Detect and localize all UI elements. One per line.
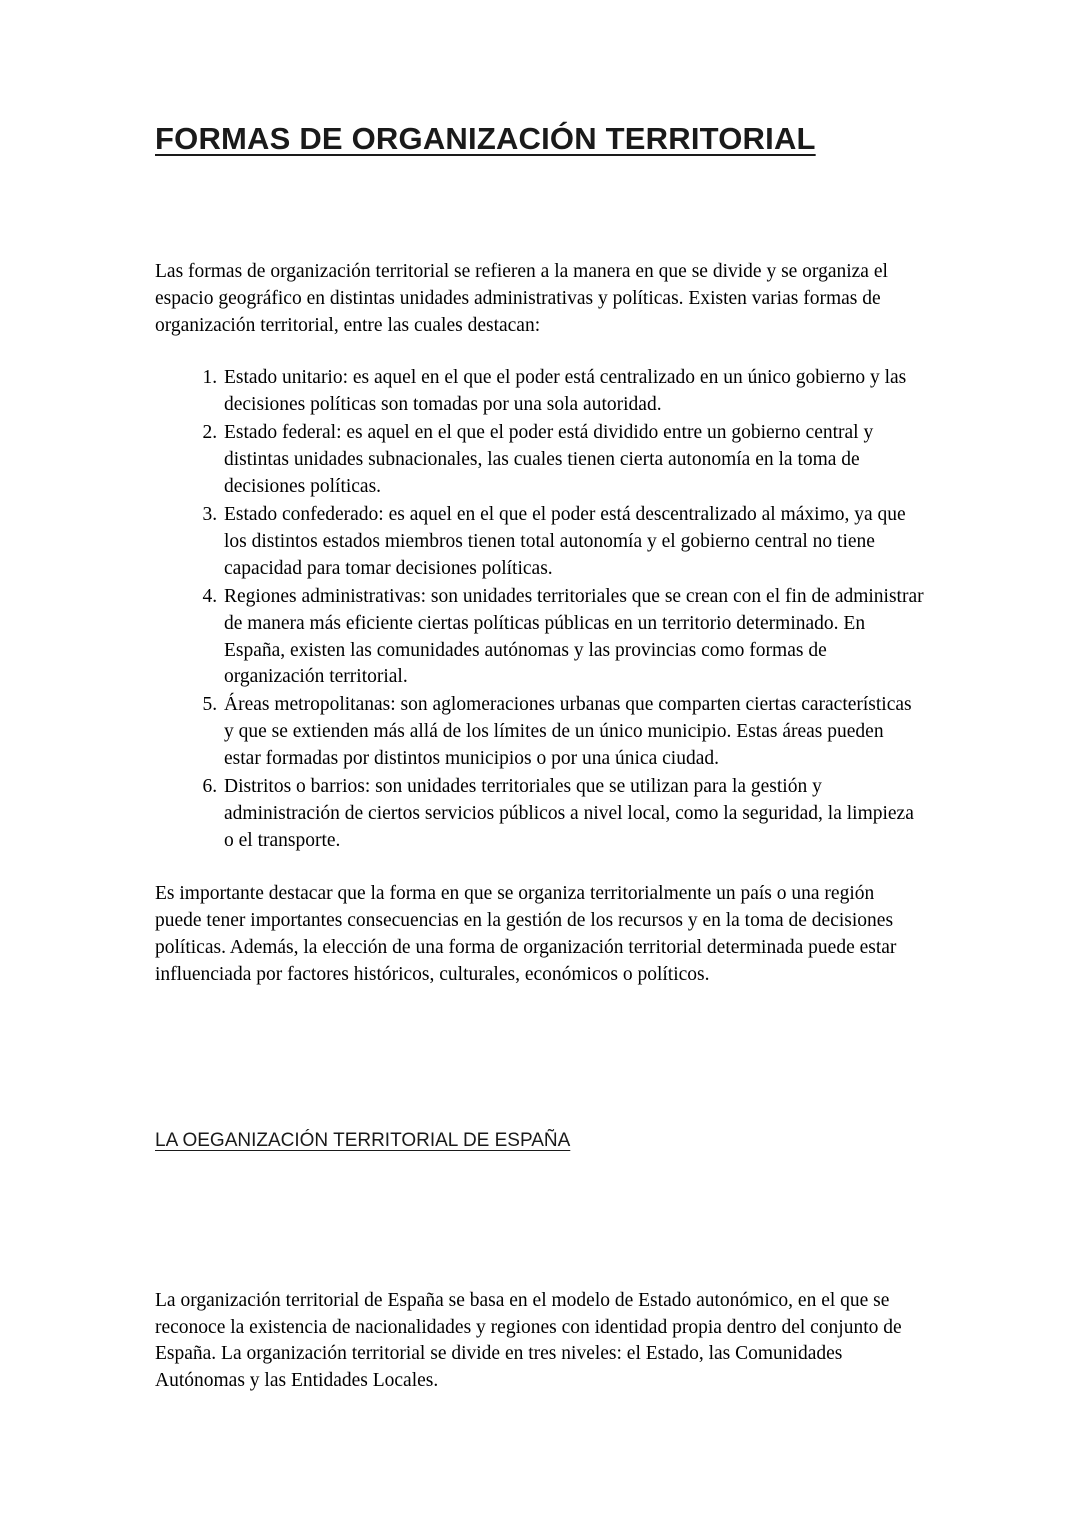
document-title: FORMAS DE ORGANIZACIÓN TERRITORIAL — [155, 121, 816, 156]
list-item-regiones-administrativas: 4. Regiones administrativas: son unidades territoriales que se crean con el fin de administrar de manera más eficiente ciertas políticas públicas en un territorio determinado. En España, existen las comunidades autónomas y las provincias como formas de organización territorial. — [222, 584, 925, 692]
spain-section-heading: LA OEGANIZACIÓN TERRITORIAL DE ESPAÑA — [155, 1130, 571, 1152]
territorial-forms-list — [155, 365, 925, 854]
list-item-estado-confederado: 3. Estado confederado: es aquel en el que el poder está descentralizado al máximo, ya que los distintos estados miembros tienen total autonomía y el gobierno central no tiene capacidad para tomar decisiones políticas. — [222, 502, 925, 583]
intro-paragraph: Las formas de organización territorial se refieren a la manera en que se divide y se organiza el espacio geográfico en distintas unidades administrativas y políticas. Existen varias formas de organización territorial, entre las cuales destacan: — [155, 260, 888, 336]
list-item-estado-federal: 2. Estado federal: es aquel en el que el poder está dividido entre un gobierno central y distintas unidades subnacionales, las cuales tienen cierta autonomía en la toma de decisiones políticas. — [222, 420, 925, 501]
importance-paragraph: Es importante destacar que la forma en que se organiza territorialmente un país o una región puede tener importantes consecuencias en la gestión de los recursos y en la toma de decisiones políticas. Además, la elección de una forma de organización territorial determinada puede estar influenciada por factores históricos, culturales, económicos o políticos. — [155, 882, 897, 985]
spain-paragraph: La organización territorial de España se basa en el modelo de Estado autonómico, en el que se reconoce la existencia de nacionalidades y regiones con identidad propia dentro del conjunto de España. La organización territorial se divide en tres niveles: el Estado, las Comunidades Autónomas y las Entidades Locales. — [155, 1289, 902, 1392]
list-item-areas-metropolitanas: 5. Áreas metropolitanas: son aglomeraciones urbanas que comparten ciertas características y que se extienden más allá de los límites de un único municipio. Estas áreas pueden estar formadas por distintos municipios o por una única ciudad. — [222, 692, 925, 773]
list-item-estado-unitario: 1. Estado unitario: es aquel en el que el poder está centralizado en un único gobierno y las decisiones políticas son tomadas por una sola autoridad. — [222, 365, 925, 419]
list-item-distritos-barrios: 6. Distritos o barrios: son unidades territoriales que se utilizan para la gestión y administración de ciertos servicios públicos a nivel local, como la seguridad, la limpieza o el transporte. — [222, 774, 925, 855]
